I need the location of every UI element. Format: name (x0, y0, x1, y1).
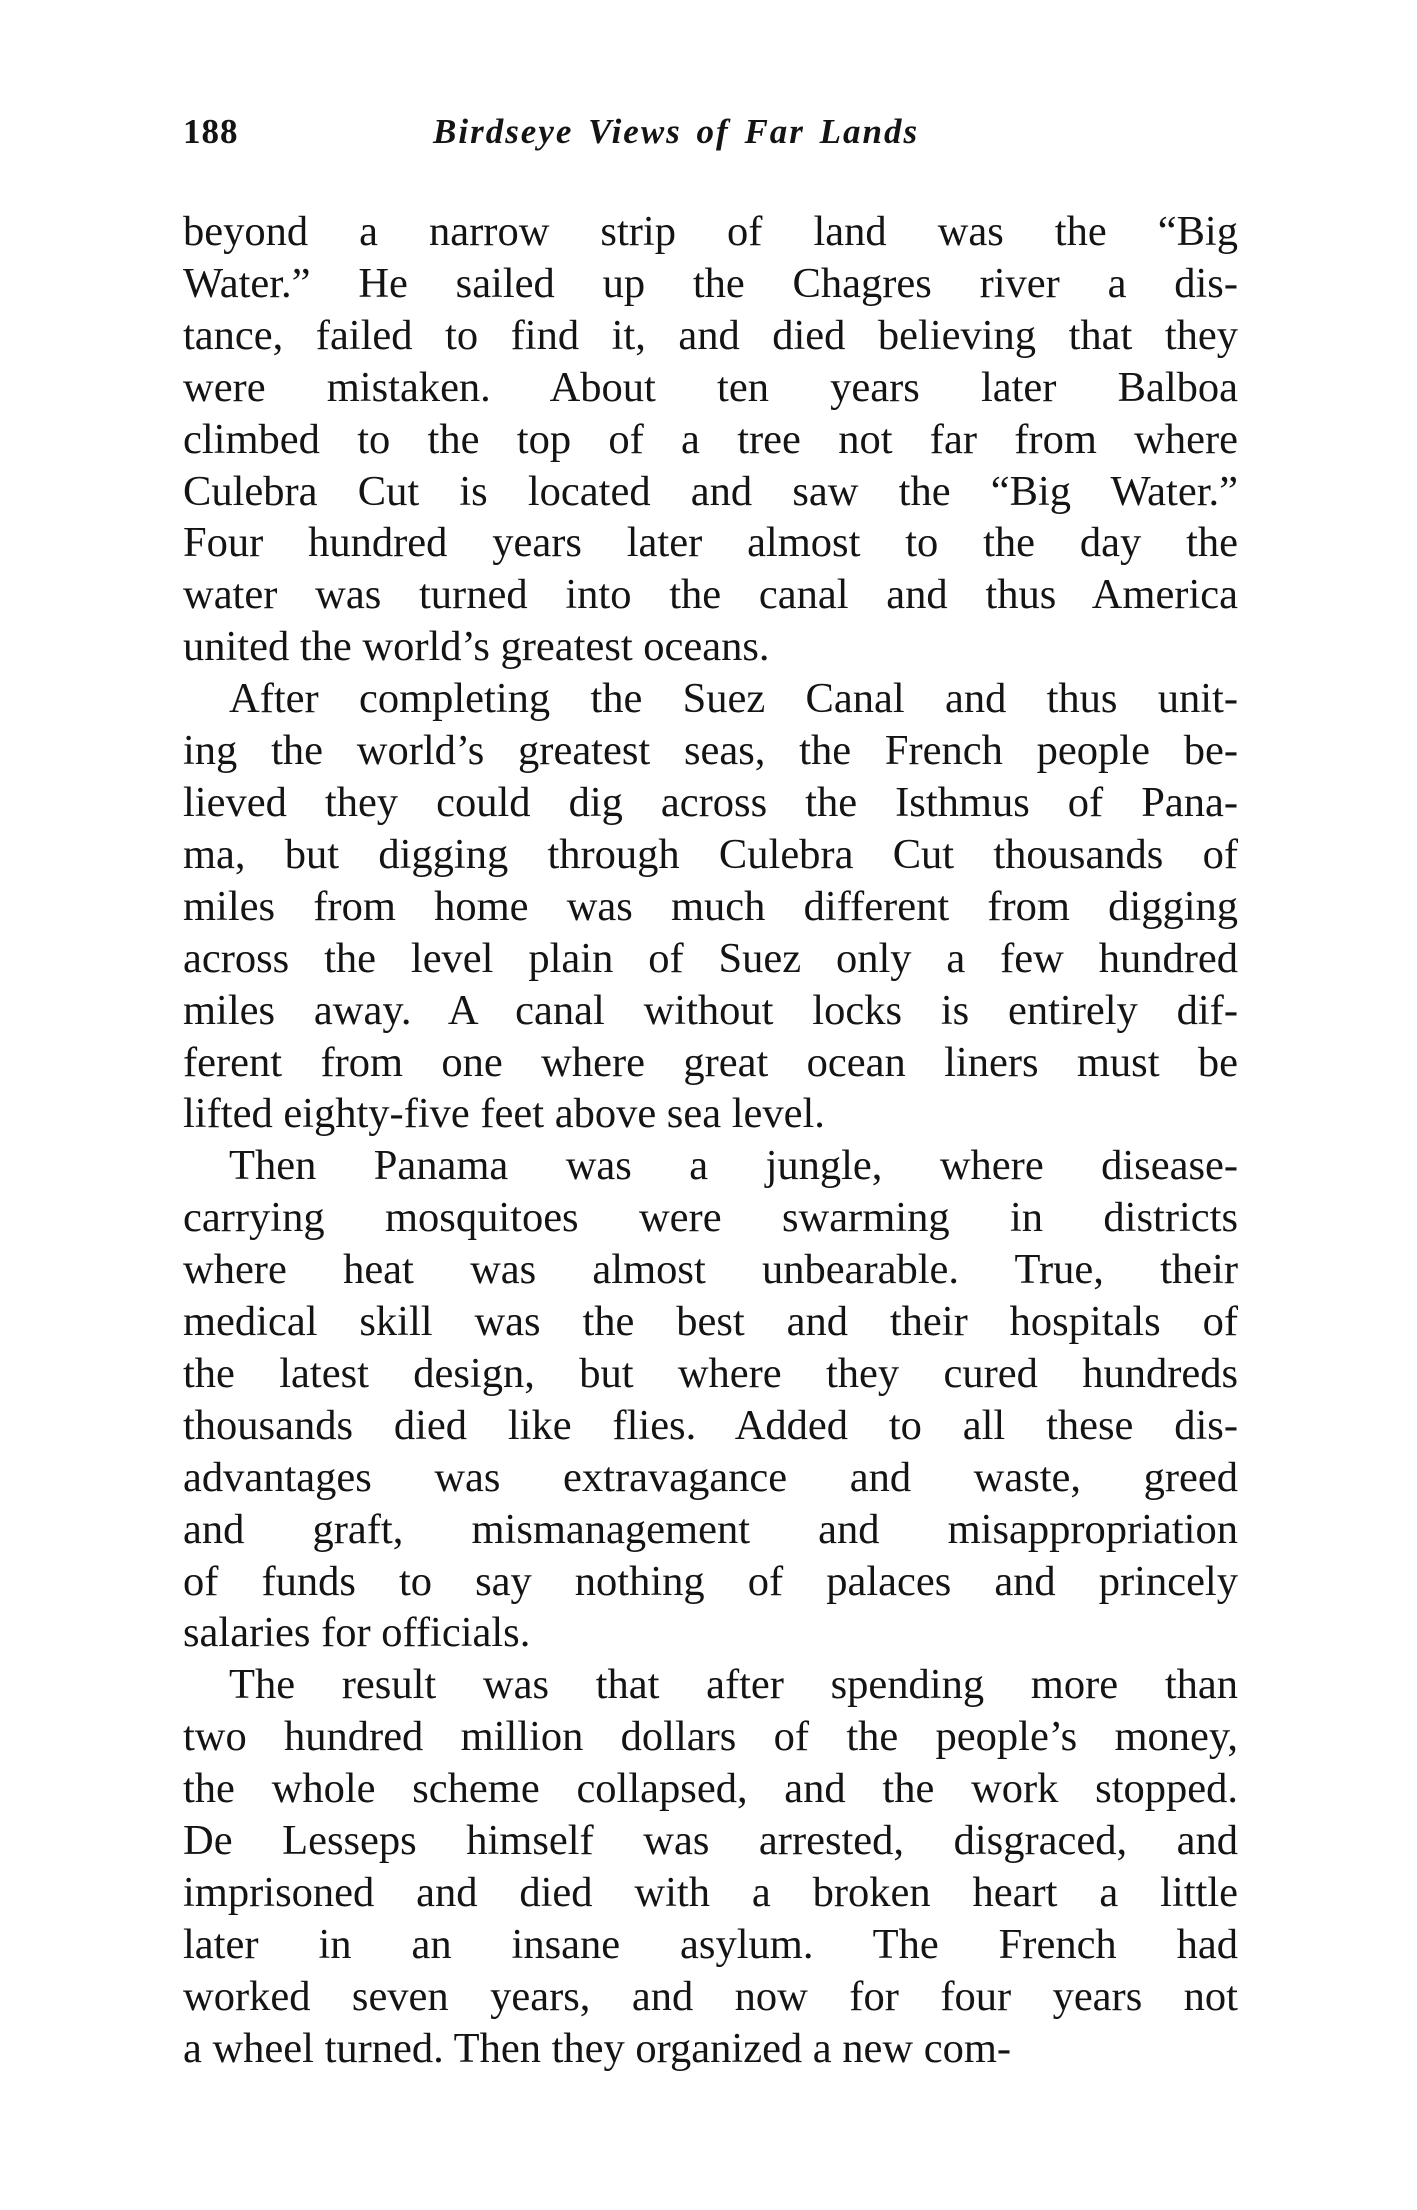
text-line: climbed to the top of a tree not far from where (183, 415, 1238, 463)
paragraph-french-attempt (183, 673, 1238, 1140)
page-number: 188 (183, 112, 239, 151)
text-line: and graft, mismanagement and misappropriation (183, 1505, 1238, 1553)
text-line: the whole scheme collapsed, and the work stopped. (183, 1765, 1238, 1813)
text-line: lifted eighty-five feet above sea level. (183, 1090, 825, 1138)
text-line: of funds to say nothing of palaces and princely (183, 1557, 1238, 1605)
text-line: worked seven years, and now for four years not (183, 1972, 1238, 2020)
text-line: ferent from one where great ocean liners must be (183, 1038, 1238, 1086)
text-line: miles from home was much different from digging (183, 882, 1238, 930)
text-line: miles away. A canal without locks is entirely dif- (183, 986, 1238, 1034)
text-line: water was turned into the canal and thus America (183, 571, 1238, 619)
text-line: ma, but digging through Culebra Cut thousands of (183, 830, 1238, 878)
text-line: After completing the Suez Canal and thus unit- (229, 675, 1238, 723)
text-line: Four hundred years later almost to the day the (183, 519, 1238, 567)
running-title: Birdseye Views of Far Lands (433, 112, 920, 151)
text-line: the latest design, but where they cured hundreds (183, 1349, 1238, 1397)
text-line: where heat was almost unbearable. True, their (183, 1246, 1238, 1294)
text-line: across the level plain of Suez only a few hundred (183, 934, 1238, 982)
text-line: imprisoned and died with a broken heart a little (183, 1869, 1238, 1916)
text-line: ing the world’s greatest seas, the French people be- (183, 727, 1238, 775)
text-line: beyond a narrow strip of land was the “Big (183, 208, 1238, 255)
text-line: salaries for officials. (183, 1609, 531, 1657)
text-line: Then Panama was a jungle, where disease- (229, 1142, 1238, 1190)
text-line: united the world’s greatest oceans. (183, 623, 770, 671)
paragraph-panama-jungle (183, 1140, 1238, 1659)
text-line: The result was that after spending more than (229, 1661, 1238, 1709)
text-line: Culebra Cut is located and saw the “Big Water.” (183, 467, 1238, 515)
text-line: medical skill was the best and their hospitals of (183, 1298, 1238, 1346)
text-line: De Lesseps himself was arrested, disgraced, and (183, 1817, 1238, 1865)
text-line: lieved they could dig across the Isthmus of Pana- (183, 778, 1238, 826)
text-line: later in an insane asylum. The French had (183, 1920, 1238, 1968)
running-head (183, 112, 1238, 162)
text-line: a wheel turned. Then they organized a new com- (183, 2024, 1012, 2072)
body-text (183, 206, 1238, 2075)
paragraph-collapse (183, 1659, 1238, 2074)
text-line: tance, failed to find it, and died believing that they (183, 311, 1238, 359)
paragraph-balboa (183, 206, 1238, 673)
text-line: advantages was extravagance and waste, greed (183, 1453, 1238, 1501)
text-line: thousands died like flies. Added to all these dis- (183, 1401, 1238, 1449)
text-line: two hundred million dollars of the people’s money, (183, 1713, 1238, 1761)
text-line: carrying mosquitoes were swarming in districts (183, 1194, 1238, 1242)
text-line: Water.” He sailed up the Chagres river a dis- (183, 259, 1238, 307)
text-line: were mistaken. About ten years later Balboa (183, 363, 1238, 411)
